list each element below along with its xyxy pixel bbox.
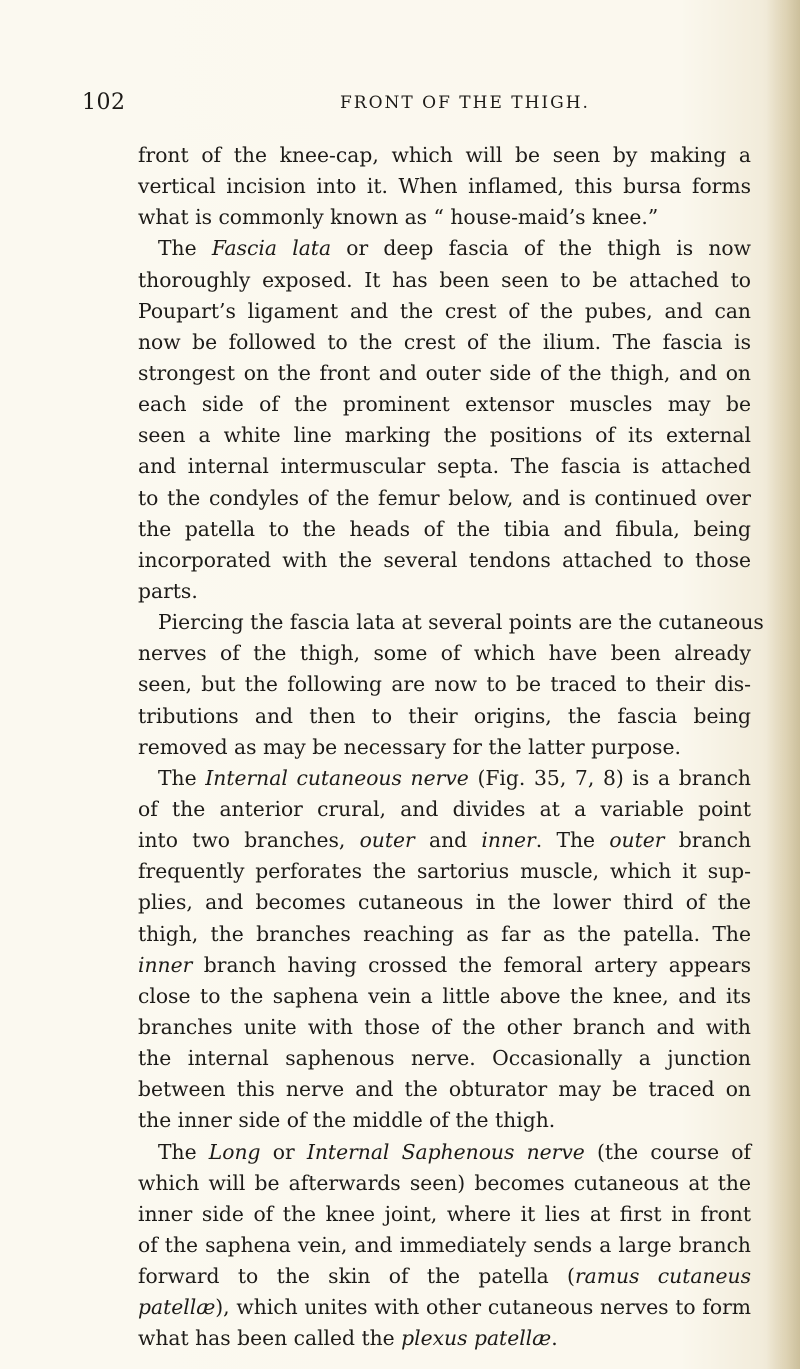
text-run: front of the knee-cap, which will be seen by making a [138, 143, 751, 167]
text-line [138, 919, 751, 950]
text-line [138, 1137, 751, 1168]
italic-run: outer [609, 828, 665, 853]
text-run: nerves of the thigh, some of which have been already [138, 641, 751, 666]
text-run: between this nerve and the obturator may be traced on [138, 1077, 751, 1102]
text-run: frequently perforates the sartorius muscle, which it sup- [138, 859, 751, 884]
text-run: seen a white line marking the positions of its external [138, 423, 751, 448]
text-line [138, 950, 751, 981]
text-run: (the course of [584, 1139, 751, 1164]
text-run: into two branches, [138, 828, 360, 853]
text-line [138, 981, 751, 1012]
text-line [138, 1199, 751, 1230]
text-run: or [260, 1139, 307, 1164]
text-line [138, 358, 751, 389]
text-line [138, 1074, 751, 1105]
text-line [138, 669, 751, 700]
italic-run: Internal Saphenous nerve [306, 1139, 585, 1164]
text-line [138, 763, 751, 794]
text-line [138, 701, 751, 732]
text-run: branch [664, 828, 752, 853]
text-run: (Fig. 35, 7, 8) is a branch [468, 765, 751, 790]
text-run: The [158, 1139, 209, 1164]
text-run: the patella to the heads of the tibia and fibula, being [138, 516, 751, 541]
text-run: plies, and becomes cutaneous in the lower third of the [138, 890, 751, 915]
text-line [138, 140, 751, 171]
text-run: The [158, 765, 206, 790]
text-run: what is commonly known as “ house-maid’s knee.” [138, 205, 659, 230]
text-line [138, 1105, 751, 1136]
text-run: and internal intermuscular septa. The fascia is attached [138, 454, 751, 479]
italic-run: plexus patellæ [401, 1326, 552, 1351]
text-line [138, 638, 751, 669]
text-line [138, 327, 751, 358]
text-run: and [414, 828, 482, 853]
text-line [138, 1230, 751, 1261]
text-line [138, 1261, 751, 1292]
text-run: inner side of the knee joint, where it lies at first in front [138, 1201, 751, 1226]
text-line [138, 202, 751, 233]
italic-run: inner [138, 952, 193, 977]
page-edge-shadow [766, 0, 800, 1369]
text-run: ), which unites with other cutaneous nerves to form [215, 1295, 751, 1320]
text-run: the internal saphenous nerve. Occasionally a junction [138, 1046, 751, 1071]
text-run: parts. [138, 578, 198, 603]
text-run: thigh, the branches reaching as far as the patella. The [138, 921, 751, 946]
text-run: removed as may be necessary for the latter purpose. [138, 734, 681, 759]
text-run: what has been called the [138, 1326, 402, 1351]
text-run: Poupart’s ligament and the crest of the pubes, and can [138, 298, 751, 323]
text-line [138, 233, 751, 264]
body-text [138, 140, 764, 1354]
text-run: The [158, 236, 212, 261]
text-line [138, 420, 751, 451]
text-run: each side of the prominent extensor muscles may be [138, 392, 751, 417]
text-line [138, 545, 751, 576]
text-line [138, 576, 751, 607]
text-run: vertical incision into it. When inflamed, this bursa forms [138, 174, 751, 199]
italic-run: Long [208, 1139, 261, 1164]
text-line [138, 794, 751, 825]
text-line [138, 732, 751, 763]
text-line [138, 887, 751, 918]
text-run: strongest on the front and outer side of the thigh, and on [138, 360, 751, 385]
italic-run: outer [359, 828, 415, 853]
text-line [138, 514, 751, 545]
text-line [138, 1168, 751, 1199]
text-run: tributions and then to their origins, the fascia being [138, 703, 751, 728]
text-run: seen, but the following are now to be traced to their dis- [138, 672, 751, 697]
text-line [138, 296, 751, 327]
text-run: close to the saphena vein a little above the knee, and its [138, 983, 751, 1008]
text-run: incorporated with the several tendons attached to those [138, 547, 751, 572]
text-run: or deep fascia of the thigh is now [331, 236, 751, 261]
italic-run: inner [481, 828, 536, 853]
italic-run: Fascia lata [211, 236, 332, 261]
text-line [138, 825, 751, 856]
text-line [138, 483, 751, 514]
italic-run: patellæ [138, 1295, 216, 1320]
text-line [138, 1323, 751, 1354]
text-run: Piercing the fascia lata at several points are the cutaneous [158, 610, 764, 635]
text-run: to the condyles of the femur below, and is continued over [138, 485, 751, 510]
text-line [138, 451, 751, 482]
text-run: of the saphena vein, and immediately sends a large branch [138, 1232, 751, 1257]
italic-run: ramus cutaneus [574, 1264, 752, 1289]
text-line [138, 1012, 751, 1043]
text-run: forward to the skin of the patella ( [138, 1264, 575, 1289]
italic-run: Internal cutaneous nerve [205, 765, 469, 790]
text-run: . [551, 1326, 558, 1351]
text-run: branch having crossed the femoral artery appears [192, 952, 751, 977]
text-run: of the anterior crural, and divides at a variable point [138, 796, 751, 821]
page-header [82, 90, 722, 120]
text-run: which will be afterwards seen) becomes cutaneous at the [138, 1170, 751, 1195]
page-number: 102 [82, 90, 126, 115]
text-run: . The [535, 828, 610, 853]
text-line [138, 389, 751, 420]
running-head: FRONT OF THE THIGH. [340, 93, 590, 113]
text-run: now be followed to the crest of the ilium. The fascia is [138, 329, 751, 354]
text-line [138, 856, 751, 887]
text-line [138, 607, 764, 638]
text-line [138, 265, 751, 296]
text-line [138, 1043, 751, 1074]
text-run: branches unite with those of the other branch and with [138, 1014, 751, 1039]
text-line [138, 1292, 751, 1323]
text-line [138, 171, 751, 202]
text-run: the inner side of the middle of the thigh. [138, 1108, 556, 1133]
text-run: thoroughly exposed. It has been seen to be attached to [138, 267, 751, 292]
